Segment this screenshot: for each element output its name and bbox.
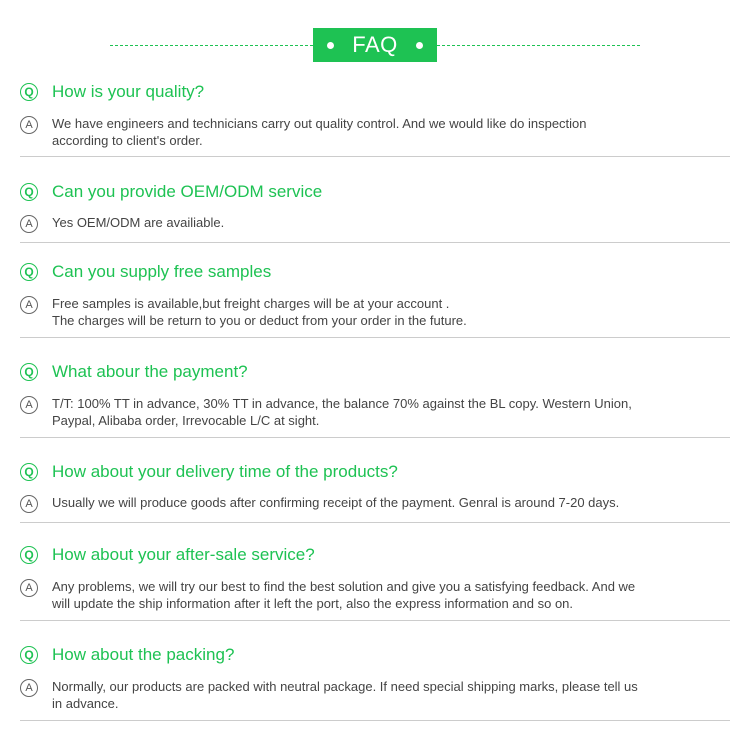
answer-text bbox=[52, 678, 702, 712]
question-q-icon: Q bbox=[20, 546, 38, 564]
faq-divider bbox=[20, 242, 730, 243]
faq-divider bbox=[20, 720, 730, 721]
answer-text bbox=[52, 578, 702, 612]
question-q-icon: Q bbox=[20, 463, 38, 481]
bullet-dot-icon bbox=[327, 42, 334, 49]
faq-divider bbox=[20, 522, 730, 523]
answer-line: T/T: 100% TT in advance, 30% TT in advance, the balance 70% against the BL copy. Western Union, bbox=[52, 396, 632, 411]
answer-line: We have engineers and technicians carry out quality control. And we would like do inspection bbox=[52, 116, 587, 131]
question-q-icon: Q bbox=[20, 83, 38, 101]
question-text: How about the packing? bbox=[52, 645, 235, 664]
answer-line: The charges will be return to you or deduct from your order in the future. bbox=[52, 313, 467, 328]
question-text: How about your delivery time of the products? bbox=[52, 462, 398, 481]
faq-title-badge bbox=[313, 28, 437, 62]
answer-text bbox=[52, 115, 702, 149]
question-q-icon: Q bbox=[20, 363, 38, 381]
faq-divider bbox=[20, 437, 730, 438]
answer-line: Yes OEM/ODM are availiable. bbox=[52, 215, 225, 230]
question-text: What abour the payment? bbox=[52, 362, 248, 381]
question-text: Can you provide OEM/ODM service bbox=[52, 182, 323, 201]
answer-a-icon: A bbox=[20, 116, 38, 134]
answer-line: Usually we will produce goods after confirming receipt of the payment. Genral is around 7-20 days. bbox=[52, 495, 620, 510]
answer-line: in advance. bbox=[52, 696, 119, 711]
question-text: How about your after-sale service? bbox=[52, 545, 315, 564]
question-text: Can you supply free samples bbox=[52, 262, 272, 281]
answer-a-icon: A bbox=[20, 396, 38, 414]
answer-text bbox=[52, 214, 702, 231]
faq-divider bbox=[20, 337, 730, 338]
header-dashed-line-left bbox=[110, 45, 313, 46]
answer-a-icon: A bbox=[20, 679, 38, 697]
question-text: How is your quality? bbox=[52, 82, 205, 101]
answer-line: according to client's order. bbox=[52, 133, 203, 148]
faq-header bbox=[0, 0, 750, 80]
answer-line: will update the ship information after it left the port, also the express information and so on. bbox=[52, 596, 574, 611]
faq-title: FAQ bbox=[352, 32, 398, 57]
faq-divider bbox=[20, 620, 730, 621]
answer-a-icon: A bbox=[20, 215, 38, 233]
header-dashed-line-right bbox=[437, 45, 640, 46]
bullet-dot-icon bbox=[416, 42, 423, 49]
answer-a-icon: A bbox=[20, 495, 38, 513]
answer-text bbox=[52, 295, 702, 329]
question-q-icon: Q bbox=[20, 646, 38, 664]
question-q-icon: Q bbox=[20, 263, 38, 281]
answer-text bbox=[52, 494, 702, 511]
faq-divider bbox=[20, 156, 730, 157]
answer-line: Free samples is available,but freight charges will be at your account . bbox=[52, 296, 450, 311]
question-q-icon: Q bbox=[20, 183, 38, 201]
answer-a-icon: A bbox=[20, 579, 38, 597]
answer-line: Any problems, we will try our best to find the best solution and give you a satisfying feedback. And we bbox=[52, 579, 636, 594]
answer-line: Normally, our products are packed with neutral package. If need special shipping marks, please tell us bbox=[52, 679, 638, 694]
answer-text bbox=[52, 395, 702, 429]
answer-line: Paypal, Alibaba order, Irrevocable L/C at sight. bbox=[52, 413, 320, 428]
answer-a-icon: A bbox=[20, 296, 38, 314]
